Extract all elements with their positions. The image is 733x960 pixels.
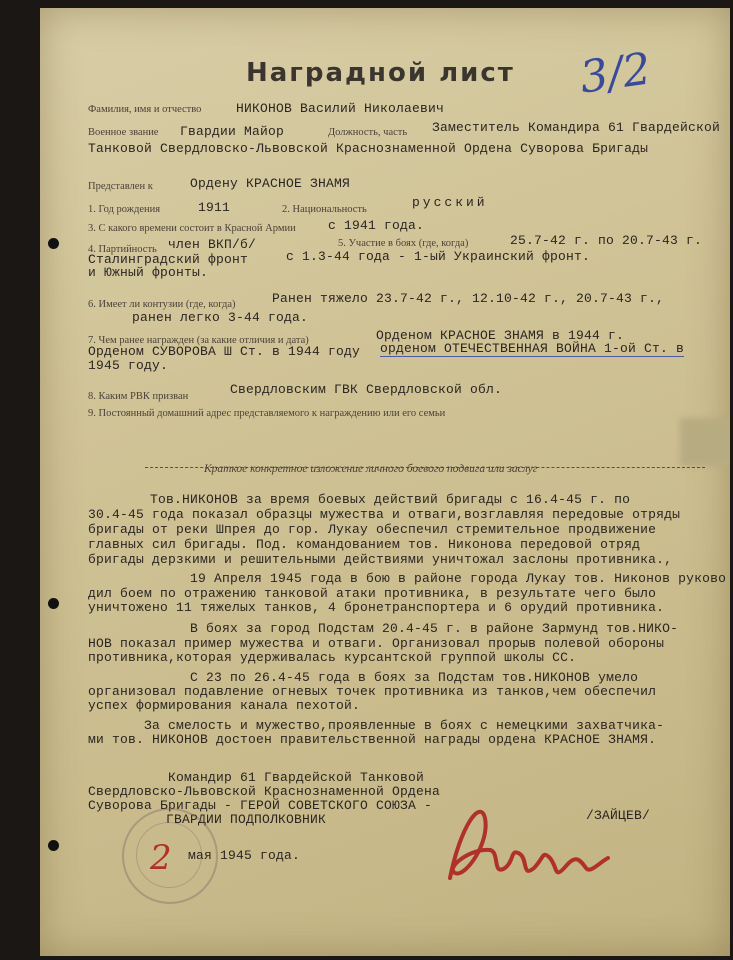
awards-value-1: Орденом КРАСНОЕ ЗНАМЯ в 1944 г.	[376, 328, 625, 343]
awards-label: 7. Чем ранее награжден (за какие отличия и дата)	[88, 335, 309, 346]
address-label: 9. Постоянный домашний адрес представляемого к награждению или его семьи	[88, 408, 446, 419]
wounds-value-1: Ранен тяжело 23.7-42 г., 12.10-42 г., 20.7-43 г.,	[272, 291, 665, 306]
nominated-value: Ордену КРАСНОЕ ЗНАМЯ	[190, 176, 351, 191]
name-label: Фамилия, имя и отчество	[88, 104, 202, 115]
rvk-value: Свердловским ГВК Свердловской обл.	[230, 382, 503, 397]
wounds-value-2: ранен легко 3-44 года.	[132, 310, 309, 325]
battles-label: 5. Участие в боях (где, когда)	[338, 238, 469, 249]
handwritten-number: 3/2	[576, 43, 655, 104]
body-line-16: ми тов. НИКОНОВ достоен правительственной награды ордена КРАСНОЕ ЗНАМЯ.	[88, 732, 657, 747]
body-line-6: 19 Апреля 1945 года в бою в районе города Лукау тов. Никонов руково	[190, 571, 727, 586]
body-line-14: успех формирования канала пехотой.	[88, 698, 361, 713]
body-line-5: бригады дерзкими и решительными действиями уничтожал заслоны противника.,	[88, 552, 673, 567]
body-line-3: бригады от реки Шпрея до гор. Лукау обеспечил стремительное продвижение	[88, 522, 657, 537]
punch-hole-top	[48, 238, 59, 249]
punch-hole-middle	[48, 598, 59, 609]
army-since-label: 3. С какого времени состоит в Красной Армии	[88, 223, 296, 234]
signature-line-2: Свердловско-Львовской Краснознаменной Ордена	[88, 784, 441, 799]
name-value: НИКОНОВ Василий Николаевич	[236, 101, 445, 116]
body-line-10: НОВ показал пример мужества и отваги. Организовал прорыв полевой обороны	[88, 636, 665, 651]
body-line-13: организовал подавление огневых точек противника из танков,чем обеспечил	[88, 684, 657, 699]
army-since-value: с 1941 года.	[328, 218, 425, 233]
nationality-label: 2. Национальность	[282, 204, 367, 215]
signatory-name: /ЗАЙЦЕВ/	[586, 808, 651, 823]
nominated-label: Представлен к	[88, 181, 153, 192]
position-label: Должность, часть	[328, 127, 408, 138]
nationality-value: русский	[412, 195, 488, 210]
body-line-12: С 23 по 26.4-45 года в боях за Подстам тов.НИКОНОВ умело	[190, 670, 639, 685]
date-day: 2	[150, 838, 172, 878]
signature-line-3: Суворова Бригады - ГЕРОЙ СОВЕТСКОГО СОЮЗА -	[88, 798, 433, 813]
body-line-9: В боях за город Подстам 20.4-45 г. в районе Зармунд тов.НИКО-	[190, 621, 679, 636]
birth-value: 1911	[198, 200, 231, 215]
position-value-1: Заместитель Командира 61 Гвардейской	[432, 120, 721, 135]
handwritten-signature	[430, 788, 620, 898]
signature-line-1: Командир 61 Гвардейской Танковой	[168, 770, 425, 785]
award-sheet	[40, 8, 730, 956]
rvk-label: 8. Каким РВК призван	[88, 391, 189, 402]
redacted-area	[680, 418, 730, 466]
date-text: мая 1945 года.	[188, 848, 301, 863]
battles-value-2: Сталинградский фронт	[88, 252, 249, 267]
body-line-11: противника,которая удерживалась курсантской группой школы СС.	[88, 650, 577, 665]
battles-value-4: и Южный фронты.	[88, 265, 209, 280]
body-line-7: дил боем по отражению танковой атаки противника, в результате чего было	[88, 586, 657, 601]
party-value: член ВКП/б/	[168, 237, 257, 252]
body-line-15: За смелость и мужество,проявленные в боях с немецкими захватчика-	[144, 718, 665, 733]
rank-value: Гвардии Майор	[180, 124, 285, 139]
punch-hole-bottom	[48, 840, 59, 851]
signature-line-4: ГВАРДИИ ПОДПОЛКОВНИК	[166, 812, 327, 827]
document-title: Наградной лист	[246, 58, 515, 88]
battles-value-3: с 1.3-44 года - 1-ый Украинский фронт.	[286, 249, 591, 264]
rank-label: Военное звание	[88, 127, 159, 138]
body-line-1: Тов.НИКОНОВ за время боевых действий бригады с 16.4-45 г. по	[150, 492, 631, 507]
party-label: 4. Партийность	[88, 244, 157, 255]
body-line-4: главных сил бригады. Под. командованием тов. Никонова передовой отряд	[88, 537, 641, 552]
wounds-label: 6. Имеет ли контузии (где, когда)	[88, 299, 236, 310]
birth-label: 1. Год рождения	[88, 204, 161, 215]
awards-value-4: 1945 году.	[88, 358, 169, 373]
awards-value-2: Орденом СУВОРОВА Ш Ст. в 1944 году	[88, 344, 361, 359]
awards-value-3: орденом ОТЕЧЕСТВЕННАЯ ВОЙНА 1-ой Ст. в	[380, 341, 685, 356]
body-line-2: 30.4-45 года показал образцы мужества и отваги,возглавляя передовые отряды	[88, 507, 681, 522]
battles-value-1: 25.7-42 г. по 20.7-43 г.	[510, 233, 703, 248]
body-line-8: уничтожено 11 тяжелых танков, 4 бронетранспортера и 6 орудий противника.	[88, 600, 665, 615]
position-value-2: Танковой Свердловско-Львовской Краснознаменной Ордена Суворова Бригады	[88, 141, 649, 156]
section-title: Краткое конкретное изложение личного боевого подвига или заслуг	[204, 463, 538, 475]
